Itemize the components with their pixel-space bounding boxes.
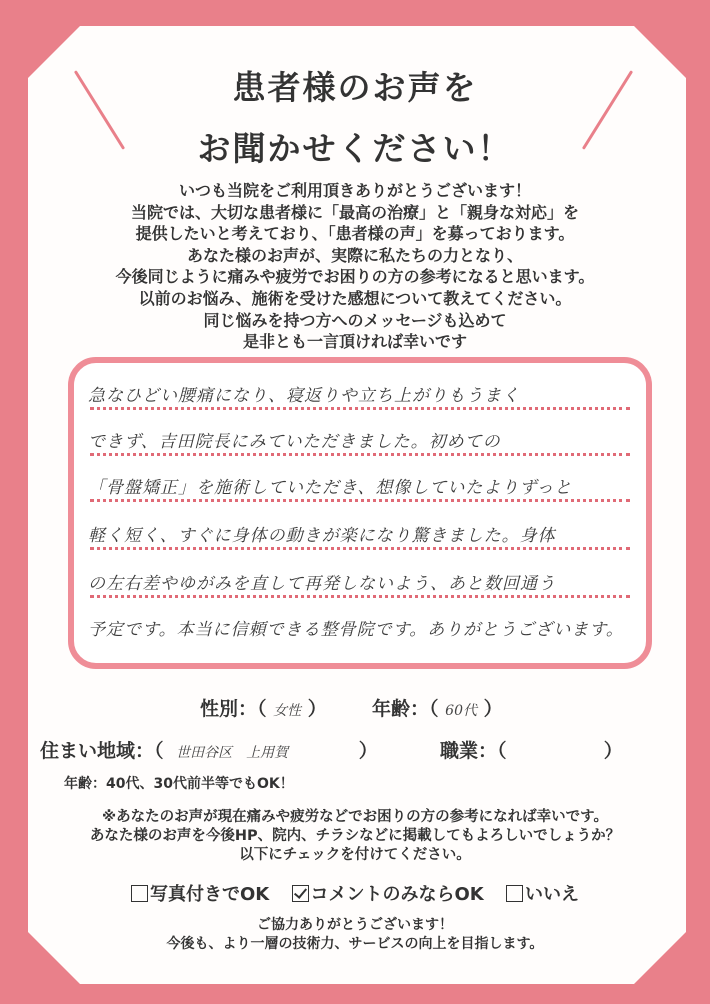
- gender-label: 性別：: [200, 698, 258, 720]
- option-comment-only-ok[interactable]: [292, 880, 484, 906]
- job-field: 職業：（ ）: [440, 740, 623, 762]
- handwritten-line: 予定です。本当に信頼できる整骨院です。ありがとうございます。: [88, 620, 624, 640]
- intro-line: 提供したいと考えており、「患者様の声」を募っております。: [135, 224, 575, 244]
- consent-line: あなた様のお声を今後HP、院内、チラシなどに掲載してもよろしいでしょうか？: [89, 828, 621, 844]
- checkbox-photo-ok[interactable]: [131, 885, 148, 902]
- consent-options: [0, 880, 710, 906]
- option-label: いいえ: [525, 884, 580, 905]
- age-note: 年齢：40代、30代前半等でもOK！: [64, 776, 294, 792]
- intro-text: [40, 180, 670, 353]
- area-field: 住まい地域：（ 世田谷区 上用賀 ）: [40, 740, 378, 762]
- age-field: 年齢：（ 60代 ）: [372, 698, 503, 720]
- title-line-2: お聞かせください！: [197, 129, 513, 168]
- thanks-line: ご協力ありがとうございます！: [257, 917, 453, 933]
- handwritten-line: できず、吉田院長にみていただきました。初めての: [88, 432, 501, 452]
- dotted-rule: [90, 407, 630, 410]
- intro-line: いつも当院をご利用頂きありがとうございます！: [178, 181, 531, 200]
- option-label: 写真付きでOK: [149, 884, 270, 905]
- intro-line: 是非とも一言頂ければ幸いです: [242, 332, 467, 352]
- option-no[interactable]: [506, 880, 579, 906]
- dotted-rule: [90, 453, 630, 456]
- thanks-line: 今後も、より一層の技術力、サービスの向上を目指します。: [166, 936, 544, 952]
- dotted-rule: [90, 595, 630, 598]
- consent-line: ※あなたのお声が現在痛みや疲労などでお困りの方の参考になれば幸いです。: [102, 809, 608, 825]
- option-photo-ok[interactable]: [131, 880, 269, 906]
- gender-field: 性別：（ 女性 ）: [200, 698, 327, 720]
- handwritten-line: 「骨盤矯正」を施術していただき、想像していたよりずっと: [88, 478, 573, 498]
- handwritten-line: の左右差やゆがみを直して再発しないよう、あと数回通う: [88, 574, 556, 594]
- intro-line: 以前のお悩み、施術を受けた感想について教えてください。: [138, 288, 572, 308]
- dotted-rule: [90, 499, 630, 502]
- option-label: コメントのみならOK: [310, 884, 484, 905]
- intro-line: 同じ悩みを持つ方へのメッセージも込めて: [203, 310, 507, 330]
- area-value: 世田谷区 上用賀: [176, 745, 289, 761]
- dotted-rule: [90, 547, 630, 550]
- intro-line: 当院では、大切な患者様に「最高の治療」と「親身な対応」を: [130, 202, 579, 222]
- consent-line: 以下にチェックを付けてください。: [239, 847, 471, 863]
- message-box: [68, 357, 652, 669]
- area-label: 住まい地域：: [40, 740, 155, 762]
- intro-line: 今後同じように痛みや疲労でお困りの方の参考になると思います。: [115, 267, 595, 287]
- thanks-text: [0, 916, 710, 954]
- intro-line: あなた様のお声が、実際に私たちの力となり、: [186, 245, 523, 265]
- handwritten-line: 急なひどい腰痛になり、寝返りや立ち上がりもうまく: [88, 386, 520, 406]
- job-label: 職業：: [440, 740, 498, 762]
- consent-text: [0, 808, 710, 865]
- checkbox-no[interactable]: [506, 885, 523, 902]
- handwritten-line: 軽く短く、すぐに身体の動きが楽になり驚きました。身体: [88, 526, 556, 546]
- checkbox-comment-only-ok[interactable]: [292, 885, 309, 902]
- gender-value: 女性: [273, 703, 302, 719]
- age-label: 年齢：: [372, 698, 430, 720]
- title-line-1: 患者様のお声を: [232, 68, 478, 107]
- age-value: 60代: [445, 703, 477, 719]
